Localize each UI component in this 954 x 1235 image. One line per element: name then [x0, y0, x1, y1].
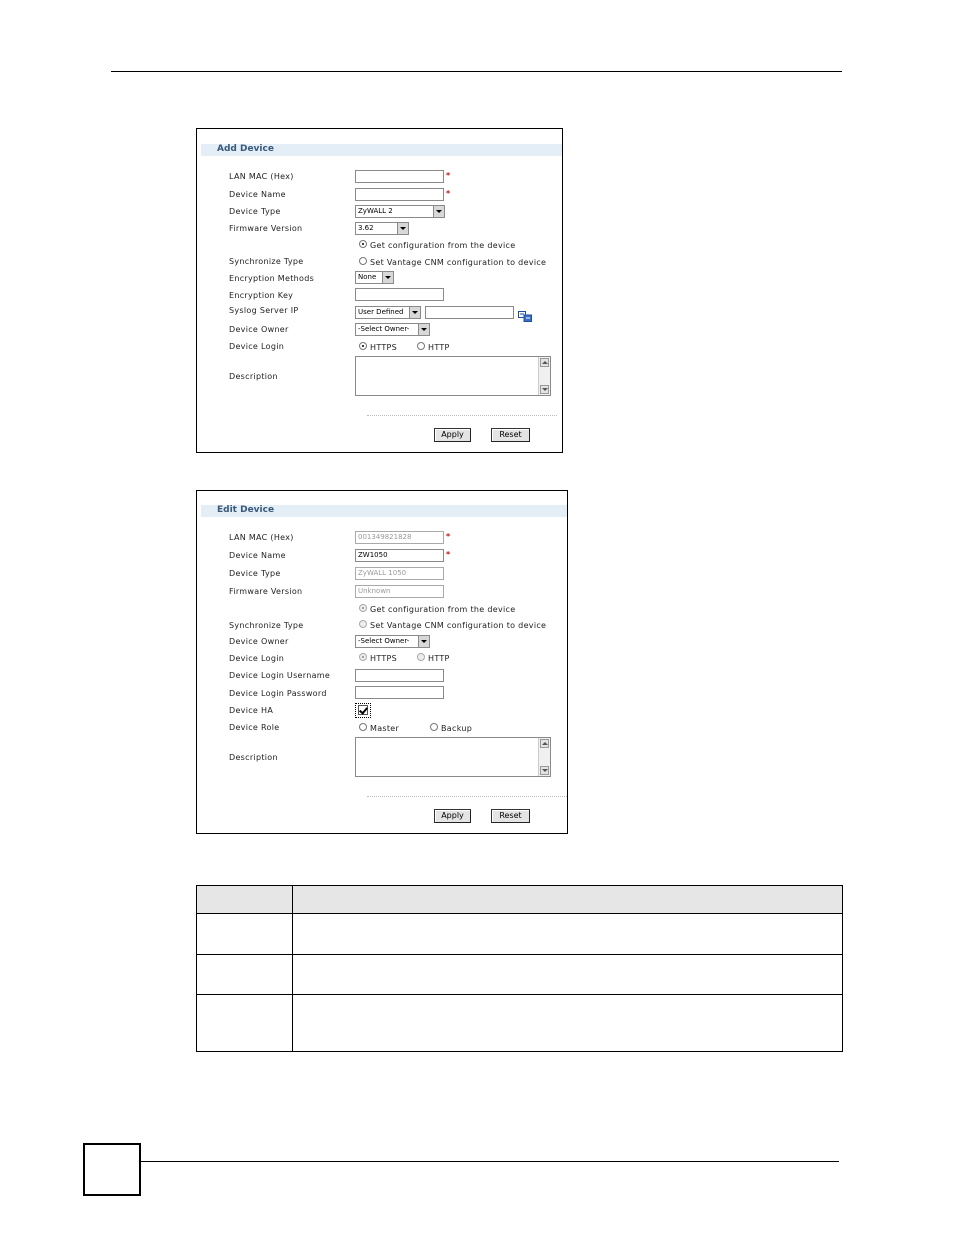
apply-button[interactable]: Apply [434, 809, 471, 823]
table-cell-description [293, 914, 843, 955]
device-name-label: Device Name [229, 190, 286, 199]
table-header-description [293, 886, 843, 914]
scroll-down-icon[interactable] [540, 385, 549, 394]
role-master-label: Master [370, 724, 400, 733]
firmware-version-select[interactable] [355, 222, 409, 235]
encryption-key-label: Encryption Key [229, 291, 294, 300]
device-owner-value: -Select Owner- [358, 325, 410, 333]
table-cell-label [197, 995, 293, 1052]
device-owner-select[interactable] [355, 323, 430, 336]
device-ha-label: Device HA [229, 706, 274, 715]
login-http-radio[interactable] [417, 342, 425, 350]
edit-device-panel [196, 490, 568, 834]
apply-button[interactable]: Apply [434, 428, 471, 442]
synchronize-type-label: Synchronize Type [229, 621, 304, 630]
header-rule [111, 71, 842, 72]
sync-set-radio[interactable] [359, 257, 367, 265]
sync-get-radio[interactable] [359, 604, 367, 612]
chevron-down-icon[interactable] [382, 272, 393, 283]
syslog-server-ip-input[interactable] [425, 306, 514, 319]
login-https-radio[interactable] [359, 342, 367, 350]
description-label: Description [229, 753, 278, 762]
device-name-label: Device Name [229, 551, 286, 560]
footer-rule [141, 1161, 839, 1162]
sync-get-radio[interactable] [359, 240, 367, 248]
device-name-input[interactable] [355, 188, 444, 201]
lan-mac-label: LAN MAC (Hex) [229, 533, 294, 542]
device-type-value: ZyWALL 2 [358, 207, 393, 215]
login-https-label: HTTPS [370, 343, 398, 352]
encryption-methods-label: Encryption Methods [229, 274, 315, 283]
sync-set-label: Set Vantage CNM configuration to device [370, 258, 547, 267]
description-label: Description [229, 372, 278, 381]
device-type-label: Device Type [229, 569, 281, 578]
login-http-label: HTTP [428, 343, 450, 352]
table-row [197, 914, 843, 955]
chevron-down-icon[interactable] [409, 307, 420, 318]
syslog-server-ip-select[interactable] [355, 306, 421, 319]
login-username-input[interactable] [355, 669, 444, 682]
table-cell-label [197, 914, 293, 955]
syslog-server-ip-label: Syslog Server IP [229, 306, 299, 315]
table-cell-description [293, 995, 843, 1052]
reset-button[interactable]: Reset [491, 809, 530, 823]
table-cell-description [293, 955, 843, 995]
login-password-label: Device Login Password [229, 689, 327, 698]
chevron-down-icon[interactable] [418, 324, 429, 335]
lan-mac-label: LAN MAC (Hex) [229, 172, 294, 181]
role-backup-radio[interactable] [430, 723, 438, 731]
device-name-required: * [446, 550, 451, 559]
field-description-table [196, 885, 843, 1052]
firmware-version-input[interactable]: Unknown [355, 585, 444, 598]
device-login-label: Device Login [229, 342, 285, 351]
role-master-radio[interactable] [359, 723, 367, 731]
encryption-methods-select[interactable] [355, 271, 394, 284]
lan-mac-input[interactable]: 001349821828 [355, 531, 444, 544]
scroll-up-icon[interactable] [540, 358, 549, 367]
description-scrollbar[interactable] [538, 357, 550, 395]
table-header-label [197, 886, 293, 914]
sync-set-label: Set Vantage CNM configuration to device [370, 621, 547, 630]
scroll-up-icon[interactable] [540, 739, 549, 748]
login-password-input[interactable] [355, 686, 444, 699]
table-cell-label [197, 955, 293, 995]
chevron-down-icon[interactable] [397, 223, 408, 234]
device-type-input[interactable]: ZyWALL 1050 [355, 567, 444, 580]
device-name-input[interactable]: ZW1050 [355, 549, 444, 562]
sync-get-label: Get configuration from the device [370, 605, 516, 614]
edit-device-title: Edit Device [217, 505, 275, 515]
table-header-row [197, 886, 843, 914]
description-textarea[interactable] [355, 737, 551, 777]
table-row [197, 955, 843, 995]
role-backup-label: Backup [441, 724, 473, 733]
scroll-down-icon[interactable] [540, 766, 549, 775]
encryption-methods-value: None [358, 273, 377, 281]
add-device-title: Add Device [217, 144, 274, 154]
login-https-radio[interactable] [359, 653, 367, 661]
encryption-key-input[interactable] [355, 288, 444, 301]
login-http-label: HTTP [428, 654, 450, 663]
device-owner-select[interactable] [355, 635, 430, 648]
firmware-version-label: Firmware Version [229, 224, 303, 233]
lan-mac-input[interactable] [355, 170, 444, 183]
lan-mac-required: * [446, 532, 451, 541]
table-row [197, 995, 843, 1052]
device-type-label: Device Type [229, 207, 281, 216]
firmware-version-label: Firmware Version [229, 587, 303, 596]
page-number-box [83, 1143, 141, 1196]
synchronize-type-label: Synchronize Type [229, 257, 304, 266]
address-book-icon[interactable] [518, 307, 532, 318]
device-type-select[interactable] [355, 205, 445, 218]
chevron-down-icon[interactable] [433, 206, 444, 217]
device-owner-value: -Select Owner- [358, 637, 410, 645]
sync-get-label: Get configuration from the device [370, 241, 516, 250]
edit-device-divider [367, 796, 567, 797]
description-textarea[interactable] [355, 356, 551, 396]
device-ha-checkbox[interactable] [358, 705, 368, 715]
device-role-label: Device Role [229, 723, 280, 732]
device-owner-label: Device Owner [229, 637, 289, 646]
login-https-label: HTTPS [370, 654, 398, 663]
sync-set-radio[interactable] [359, 620, 367, 628]
chevron-down-icon[interactable] [418, 636, 429, 647]
syslog-server-ip-value: User Defined [358, 308, 404, 316]
lan-mac-required: * [446, 171, 451, 180]
device-name-required: * [446, 189, 451, 198]
reset-button[interactable]: Reset [491, 428, 530, 442]
description-scrollbar[interactable] [538, 738, 550, 776]
login-username-label: Device Login Username [229, 671, 331, 680]
add-device-panel [196, 128, 563, 453]
add-device-divider [367, 415, 557, 416]
login-http-radio[interactable] [417, 653, 425, 661]
firmware-version-value: 3.62 [358, 224, 374, 232]
device-login-label: Device Login [229, 654, 285, 663]
device-owner-label: Device Owner [229, 325, 289, 334]
